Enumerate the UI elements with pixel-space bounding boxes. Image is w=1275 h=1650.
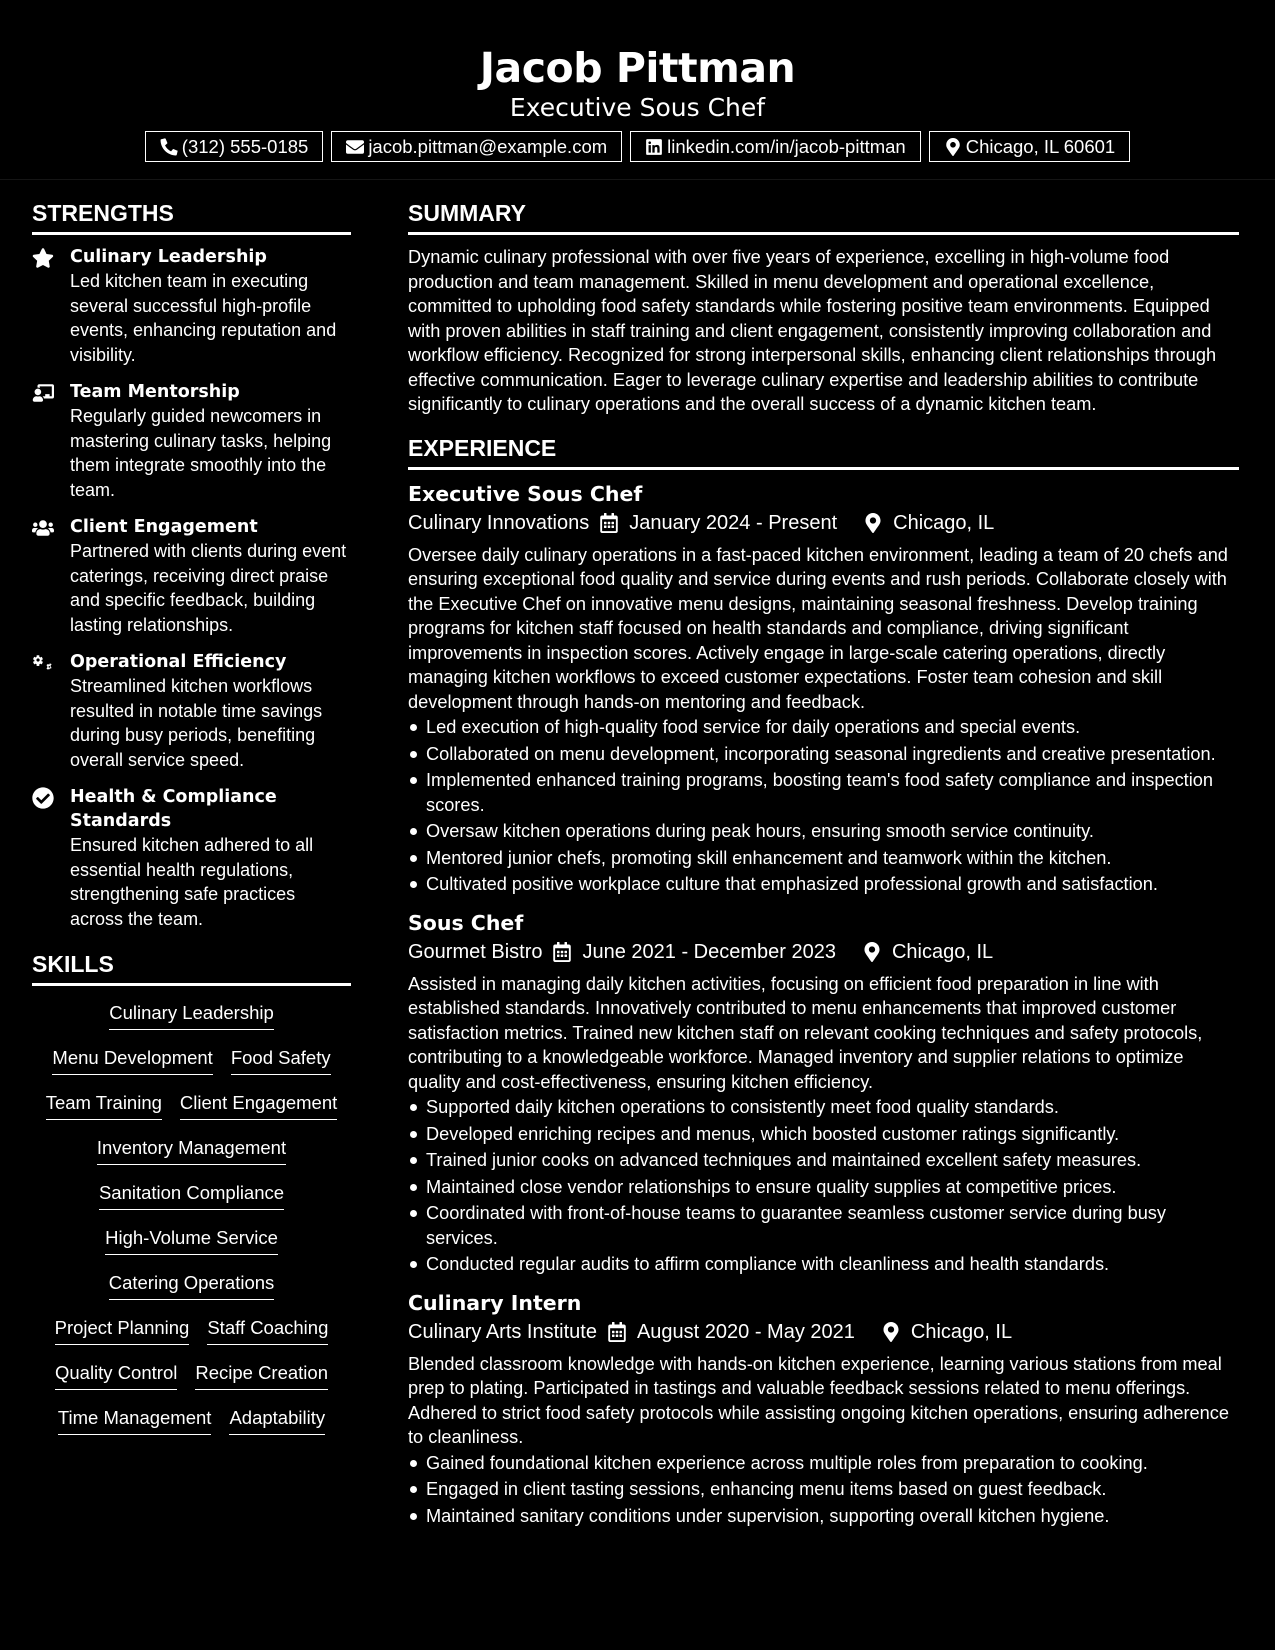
check-circle-icon — [32, 787, 54, 809]
strength-desc: Streamlined kitchen workflows resulted in notable time savings during busy periods, benefiting overall service speed. — [70, 676, 323, 770]
job-dates: June 2021 - December 2023 — [582, 940, 836, 963]
map-marker-icon — [881, 1322, 901, 1342]
strength-desc: Partnered with clients during event caterings, receiving direct praise and specific feedback, building lasting relationships. — [70, 541, 347, 635]
calendar-icon — [552, 942, 572, 962]
job-bullets — [408, 715, 1239, 897]
linkedin-icon — [645, 138, 663, 156]
phone-text: (312) 555-0185 — [181, 135, 309, 157]
job-meta — [408, 1317, 1239, 1347]
summary-heading: SUMMARY — [408, 198, 1239, 235]
job-bullets — [408, 1095, 1239, 1277]
strength-desc: Regularly guided newcomers in mastering culinary tasks, helping them integrate smoothly into the team. — [70, 406, 332, 500]
job-title: Sous Chef — [408, 910, 524, 935]
summary-text: Dynamic culinary professional with over five years of experience, excelling in high-volume food production and team management. Skilled in menu development and operational excellence, committed to upholding food safety standards while fostering positive team environments. Equipped with proven abilities in staff training and client engagement, consistently improving collaboration and workflow efficiency. Recognized for strong interpersonal skills, enhancing client relationships through effective communication. Eager to leverage culinary expertise and leadership abilities to contribute significantly to culinary operations and the overall success of a dynamic kitchen team. — [408, 247, 1217, 414]
contact-linkedin[interactable] — [630, 131, 921, 162]
contact-location[interactable] — [929, 131, 1130, 162]
calendar-icon — [599, 513, 619, 533]
map-marker-icon — [944, 138, 962, 156]
job-location: Chicago, IL — [891, 940, 994, 963]
list-item: Engaged in client tasting sessions, enhancing menu items based on guest feedback. — [408, 1477, 1239, 1502]
job-dates: January 2024 - Present — [629, 511, 838, 534]
left-column — [0, 180, 380, 1540]
job-location: Chicago, IL — [893, 511, 995, 534]
list-item: Implemented enhanced training programs, boosting team's food safety compliance and inspection scores. — [408, 768, 1239, 817]
skill-tag: Menu Development — [52, 1045, 212, 1075]
skill-tag: Team Training — [46, 1090, 162, 1120]
skill-tag: Food Safety — [231, 1045, 331, 1075]
right-column — [380, 180, 1275, 1540]
map-marker-icon — [862, 942, 882, 962]
calendar-icon — [607, 1322, 627, 1342]
job-title: Culinary Intern — [408, 1290, 582, 1315]
skill-tag: Culinary Leadership — [109, 1000, 274, 1030]
job-entry — [408, 1289, 1239, 1529]
linkedin-text: linkedin.com/in/jacob-pittman — [667, 135, 906, 157]
skill-tag: Sanitation Compliance — [99, 1180, 284, 1210]
list-item: Collaborated on menu development, incorporating seasonal ingredients and creative presentation. — [408, 742, 1239, 767]
skill-tag: Quality Control — [55, 1360, 177, 1390]
skill-tag: Time Management — [58, 1405, 212, 1435]
skills-list — [32, 996, 351, 1450]
job-meta — [408, 937, 1239, 967]
users-icon — [32, 517, 54, 539]
list-item: Maintained close vendor relationships to ensure quality supplies at competitive prices. — [408, 1175, 1239, 1200]
skills-heading: SKILLS — [32, 949, 351, 986]
cogs-icon — [32, 652, 54, 674]
strength-item — [32, 380, 350, 502]
job-entry — [408, 480, 1239, 897]
job-entry — [408, 909, 1239, 1277]
strength-desc: Ensured kitchen adhered to all essential health regulations, strengthening safe practices across the team. — [70, 835, 314, 929]
envelope-icon — [346, 138, 364, 156]
strength-item — [32, 245, 350, 367]
skill-tag: Adaptability — [229, 1405, 325, 1435]
strength-title: Culinary Leadership — [70, 247, 267, 267]
job-bullets — [408, 1451, 1239, 1529]
skill-tag: Inventory Management — [97, 1135, 286, 1165]
strength-item — [32, 650, 350, 772]
skill-tag: Recipe Creation — [195, 1360, 328, 1390]
skill-tag: Catering Operations — [109, 1270, 275, 1300]
candidate-title: Executive Sous Chef — [509, 93, 766, 122]
star-icon — [32, 247, 54, 269]
skill-tag: Client Engagement — [180, 1090, 337, 1120]
list-item: Trained junior cooks on advanced techniques and maintained excellent safety measures. — [408, 1148, 1239, 1173]
list-item: Supported daily kitchen operations to consistently meet food quality standards. — [408, 1095, 1239, 1120]
job-description: Assisted in managing daily kitchen activities, focusing on efficient food preparation in line with established standards. Innovatively contributed to menu enhancements that improved customer satisfaction metrics. Trained new kitchen staff on relevant cooking techniques and safety protocols, contributing to a knowledgeable workforce. Managed inventory and supplier relations to optimize quality and cost-effectiveness, ensuring kitchen efficiency. — [408, 973, 1203, 1092]
job-meta — [408, 508, 1239, 538]
list-item: Led execution of high-quality food service for daily operations and special events. — [408, 715, 1239, 740]
contact-phone[interactable] — [145, 131, 324, 162]
strength-title: Client Engagement — [70, 517, 258, 537]
map-marker-icon — [863, 513, 883, 533]
chalkboard-teacher-icon — [32, 382, 54, 404]
job-company: Culinary Arts Institute — [408, 1320, 597, 1343]
skill-tag: High-Volume Service — [105, 1225, 278, 1255]
strength-desc: Led kitchen team in executing several successful high-profile events, enhancing reputation and visibility. — [70, 271, 337, 365]
strength-title: Health & Compliance Standards — [70, 787, 277, 831]
resume-header — [0, 0, 1275, 180]
job-description: Oversee daily culinary operations in a fast-paced kitchen environment, leading a team of 20 chefs and ensuring exceptional food quality and service during events and rush periods. Collaborate closely with the Executive Chef on innovative menu designs, maintaining seasonal freshness. Develop training programs for kitchen staff focused on health standards and compliance, driving significant improvements in inspection scores. Actively engage in large-scale catering operations, directly managing kitchen workflows to exceed customer expectations. Foster team cohesion and skill development through hands-on mentoring and feedback. — [408, 544, 1228, 712]
contact-email[interactable] — [331, 131, 622, 162]
list-item: Cultivated positive workplace culture that emphasized professional growth and satisfaction. — [408, 872, 1239, 897]
location-text: Chicago, IL 60601 — [965, 135, 1116, 157]
job-title: Executive Sous Chef — [408, 481, 643, 506]
list-item: Mentored junior chefs, promoting skill enhancement and teamwork within the kitchen. — [408, 846, 1239, 871]
skill-tag: Project Planning — [55, 1315, 190, 1345]
list-item: Coordinated with front-of-house teams to guarantee seamless customer service during busy services. — [408, 1201, 1239, 1250]
job-company: Gourmet Bistro — [408, 940, 543, 963]
strengths-heading: STRENGTHS — [32, 198, 351, 235]
strength-item — [32, 515, 350, 637]
list-item: Oversaw kitchen operations during peak hours, ensuring smooth service continuity. — [408, 819, 1239, 844]
list-item: Gained foundational kitchen experience across multiple roles from preparation to cooking. — [408, 1451, 1239, 1476]
list-item: Developed enriching recipes and menus, which boosted customer ratings significantly. — [408, 1122, 1239, 1147]
job-location: Chicago, IL — [910, 1320, 1013, 1343]
experience-heading: EXPERIENCE — [408, 433, 1239, 470]
candidate-name: Jacob Pittman — [479, 44, 796, 92]
job-description: Blended classroom knowledge with hands-on kitchen experience, learning various stations from meal prep to plating. Participated in tastings and valuable feedback sessions related to menu offerings. Adhered to strict food safety protocols while assisting ongoing kitchen operations, ensuring adherence to cleanliness. — [408, 1353, 1229, 1447]
skill-tag: Staff Coaching — [207, 1315, 328, 1345]
email-text: jacob.pittman@example.com — [368, 135, 608, 157]
job-company: Culinary Innovations — [408, 511, 590, 534]
list-item: Conducted regular audits to affirm compliance with cleanliness and health standards. — [408, 1252, 1239, 1277]
strength-item — [32, 785, 350, 931]
list-item: Maintained sanitary conditions under supervision, supporting overall kitchen hygiene. — [408, 1504, 1239, 1529]
resume-body — [0, 180, 1275, 1540]
job-dates: August 2020 - May 2021 — [636, 1320, 855, 1343]
contact-bar — [0, 131, 1275, 162]
strength-title: Operational Efficiency — [70, 652, 287, 672]
strength-title: Team Mentorship — [70, 382, 240, 402]
phone-icon — [160, 138, 178, 156]
